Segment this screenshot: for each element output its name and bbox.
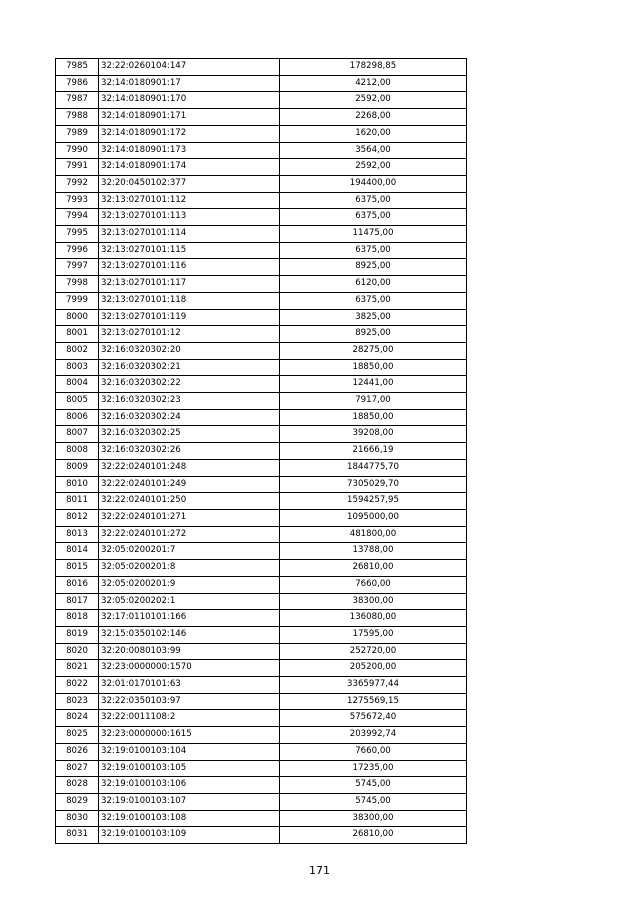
table-row	[56, 292, 467, 309]
value-cell: 17235,00	[280, 760, 467, 777]
row-number-cell: 7997	[56, 259, 99, 276]
cadastral-number-cell: 32:19:0100103:108	[99, 810, 280, 827]
table-row	[56, 677, 467, 694]
row-number-cell: 8018	[56, 610, 99, 627]
cadastral-number-cell: 32:05:0200201:7	[99, 543, 280, 560]
value-cell: 8925,00	[280, 259, 467, 276]
cadastral-number-cell: 32:23:0000000:1615	[99, 727, 280, 744]
cadastral-number-cell: 32:14:0180901:171	[99, 109, 280, 126]
value-cell: 575672,40	[280, 710, 467, 727]
cadastral-number-cell: 32:22:0240101:272	[99, 526, 280, 543]
table-row	[56, 92, 467, 109]
cadastral-number-cell: 32:22:0240101:248	[99, 459, 280, 476]
table-row	[56, 226, 467, 243]
table-row	[56, 593, 467, 610]
row-number-cell: 8019	[56, 626, 99, 643]
page-number: 171	[309, 864, 330, 877]
table-row	[56, 192, 467, 209]
cadastral-number-cell: 32:13:0270101:114	[99, 226, 280, 243]
table-row	[56, 743, 467, 760]
cadastral-number-cell: 32:13:0270101:113	[99, 209, 280, 226]
table-row	[56, 309, 467, 326]
row-number-cell: 7985	[56, 59, 99, 76]
cadastral-number-cell: 32:14:0180901:170	[99, 92, 280, 109]
row-number-cell: 8008	[56, 443, 99, 460]
cadastral-number-cell: 32:19:0100103:109	[99, 827, 280, 844]
cadastral-number-cell: 32:22:0011108:2	[99, 710, 280, 727]
row-number-cell: 8030	[56, 810, 99, 827]
row-number-cell: 8014	[56, 543, 99, 560]
value-cell: 203992,74	[280, 727, 467, 744]
value-cell: 2268,00	[280, 109, 467, 126]
value-cell: 38300,00	[280, 810, 467, 827]
value-cell: 6375,00	[280, 209, 467, 226]
value-cell: 252720,00	[280, 643, 467, 660]
row-number-cell: 8022	[56, 677, 99, 694]
value-cell: 194400,00	[280, 175, 467, 192]
cadastral-number-cell: 32:13:0270101:116	[99, 259, 280, 276]
table-row	[56, 326, 467, 343]
row-number-cell: 8021	[56, 660, 99, 677]
table-row	[56, 526, 467, 543]
table-row	[56, 810, 467, 827]
cadastral-number-cell: 32:16:0320302:26	[99, 443, 280, 460]
cadastral-number-cell: 32:13:0270101:118	[99, 292, 280, 309]
row-number-cell: 7991	[56, 159, 99, 176]
cadastral-number-cell: 32:19:0100103:105	[99, 760, 280, 777]
cadastral-number-cell: 32:19:0100103:104	[99, 743, 280, 760]
cadastral-number-cell: 32:13:0270101:119	[99, 309, 280, 326]
row-number-cell: 7990	[56, 142, 99, 159]
cadastral-number-cell: 32:16:0320302:24	[99, 409, 280, 426]
value-cell: 1095000,00	[280, 509, 467, 526]
value-cell: 6120,00	[280, 276, 467, 293]
row-number-cell: 8004	[56, 376, 99, 393]
table-row	[56, 626, 467, 643]
value-cell: 5745,00	[280, 793, 467, 810]
value-cell: 3365977,44	[280, 677, 467, 694]
value-cell: 6375,00	[280, 292, 467, 309]
cadastral-number-cell: 32:14:0180901:174	[99, 159, 280, 176]
table-row	[56, 693, 467, 710]
table-row	[56, 760, 467, 777]
row-number-cell: 7986	[56, 75, 99, 92]
row-number-cell: 8028	[56, 777, 99, 794]
row-number-cell: 8020	[56, 643, 99, 660]
table-row	[56, 643, 467, 660]
table-row	[56, 560, 467, 577]
value-cell: 17595,00	[280, 626, 467, 643]
cadastral-number-cell: 32:22:0240101:250	[99, 493, 280, 510]
value-cell: 2592,00	[280, 159, 467, 176]
cadastral-number-cell: 32:22:0240101:249	[99, 476, 280, 493]
value-cell: 2592,00	[280, 92, 467, 109]
row-number-cell: 8027	[56, 760, 99, 777]
table-row	[56, 710, 467, 727]
table-row	[56, 342, 467, 359]
row-number-cell: 7992	[56, 175, 99, 192]
cadastral-number-cell: 32:23:0000000:1570	[99, 660, 280, 677]
cadastral-number-cell: 32:19:0100103:107	[99, 793, 280, 810]
row-number-cell: 8017	[56, 593, 99, 610]
cadastral-number-cell: 32:05:0200201:9	[99, 576, 280, 593]
value-cell: 136080,00	[280, 610, 467, 627]
cadastral-number-cell: 32:16:0320302:21	[99, 359, 280, 376]
row-number-cell: 8007	[56, 426, 99, 443]
cadastral-number-cell: 32:17:0110101:166	[99, 610, 280, 627]
cadastral-number-cell: 32:16:0320302:25	[99, 426, 280, 443]
value-cell: 28275,00	[280, 342, 467, 359]
value-cell: 18850,00	[280, 409, 467, 426]
row-number-cell: 7998	[56, 276, 99, 293]
cadastral-number-cell: 32:20:0080103:99	[99, 643, 280, 660]
value-cell: 1620,00	[280, 125, 467, 142]
row-number-cell: 7995	[56, 226, 99, 243]
value-cell: 8925,00	[280, 326, 467, 343]
row-number-cell: 8025	[56, 727, 99, 744]
value-cell: 11475,00	[280, 226, 467, 243]
cadastral-number-cell: 32:13:0270101:117	[99, 276, 280, 293]
value-cell: 21666,19	[280, 443, 467, 460]
cadastral-number-cell: 32:13:0270101:115	[99, 242, 280, 259]
value-cell: 6375,00	[280, 242, 467, 259]
table-row	[56, 727, 467, 744]
table-row	[56, 409, 467, 426]
cadastral-number-cell: 32:13:0270101:112	[99, 192, 280, 209]
row-number-cell: 8011	[56, 493, 99, 510]
value-cell: 39208,00	[280, 426, 467, 443]
table-row	[56, 493, 467, 510]
table-row	[56, 159, 467, 176]
table-row	[56, 142, 467, 159]
table-row	[56, 476, 467, 493]
value-cell: 1594257,95	[280, 493, 467, 510]
row-number-cell: 7989	[56, 125, 99, 142]
row-number-cell: 8015	[56, 560, 99, 577]
value-cell: 178298,85	[280, 59, 467, 76]
value-cell: 1844775,70	[280, 459, 467, 476]
cadastral-number-cell: 32:22:0240101:271	[99, 509, 280, 526]
row-number-cell: 8013	[56, 526, 99, 543]
table-row	[56, 777, 467, 794]
row-number-cell: 8000	[56, 309, 99, 326]
value-cell: 7917,00	[280, 393, 467, 410]
row-number-cell: 8024	[56, 710, 99, 727]
value-cell: 26810,00	[280, 827, 467, 844]
value-cell: 1275569,15	[280, 693, 467, 710]
table-row	[56, 259, 467, 276]
row-number-cell: 8002	[56, 342, 99, 359]
table-row	[56, 459, 467, 476]
value-cell: 205200,00	[280, 660, 467, 677]
row-number-cell: 8031	[56, 827, 99, 844]
cadastral-number-cell: 32:16:0320302:23	[99, 393, 280, 410]
cadastral-number-cell: 32:22:0260104:147	[99, 59, 280, 76]
data-table	[55, 58, 467, 844]
cadastral-number-cell: 32:01:0170101:63	[99, 677, 280, 694]
value-cell: 3564,00	[280, 142, 467, 159]
table-row	[56, 426, 467, 443]
row-number-cell: 8010	[56, 476, 99, 493]
table-row	[56, 209, 467, 226]
table-row	[56, 175, 467, 192]
row-number-cell: 8016	[56, 576, 99, 593]
row-number-cell: 7999	[56, 292, 99, 309]
cadastral-number-cell: 32:19:0100103:106	[99, 777, 280, 794]
cadastral-number-cell: 32:14:0180901:172	[99, 125, 280, 142]
table-row	[56, 75, 467, 92]
table-row	[56, 610, 467, 627]
cadastral-number-cell: 32:05:0200202:1	[99, 593, 280, 610]
row-number-cell: 8006	[56, 409, 99, 426]
value-cell: 481800,00	[280, 526, 467, 543]
table-row	[56, 59, 467, 76]
row-number-cell: 8003	[56, 359, 99, 376]
cadastral-number-cell: 32:20:0450102:377	[99, 175, 280, 192]
row-number-cell: 8026	[56, 743, 99, 760]
value-cell: 7660,00	[280, 576, 467, 593]
cadastral-number-cell: 32:16:0320302:20	[99, 342, 280, 359]
cadastral-number-cell: 32:14:0180901:17	[99, 75, 280, 92]
table-row	[56, 509, 467, 526]
cadastral-number-cell: 32:05:0200201:8	[99, 560, 280, 577]
row-number-cell: 7996	[56, 242, 99, 259]
value-cell: 4212,00	[280, 75, 467, 92]
value-cell: 6375,00	[280, 192, 467, 209]
table-row	[56, 443, 467, 460]
table-row	[56, 359, 467, 376]
cadastral-number-cell: 32:13:0270101:12	[99, 326, 280, 343]
table-row	[56, 109, 467, 126]
table-row	[56, 125, 467, 142]
value-cell: 38300,00	[280, 593, 467, 610]
cadastral-number-cell: 32:14:0180901:173	[99, 142, 280, 159]
table-body	[56, 59, 467, 844]
table-row	[56, 543, 467, 560]
cadastral-number-cell: 32:15:0350102:146	[99, 626, 280, 643]
value-cell: 7305029,70	[280, 476, 467, 493]
row-number-cell: 8023	[56, 693, 99, 710]
row-number-cell: 7994	[56, 209, 99, 226]
row-number-cell: 7988	[56, 109, 99, 126]
value-cell: 13788,00	[280, 543, 467, 560]
table-row	[56, 376, 467, 393]
table-row	[56, 827, 467, 844]
value-cell: 5745,00	[280, 777, 467, 794]
row-number-cell: 8005	[56, 393, 99, 410]
table-row	[56, 276, 467, 293]
table-row	[56, 576, 467, 593]
cadastral-number-cell: 32:22:0350103:97	[99, 693, 280, 710]
value-cell: 26810,00	[280, 560, 467, 577]
value-cell: 12441,00	[280, 376, 467, 393]
row-number-cell: 7987	[56, 92, 99, 109]
row-number-cell: 8009	[56, 459, 99, 476]
table-row	[56, 242, 467, 259]
value-cell: 3825,00	[280, 309, 467, 326]
row-number-cell: 7993	[56, 192, 99, 209]
value-cell: 18850,00	[280, 359, 467, 376]
cadastral-number-cell: 32:16:0320302:22	[99, 376, 280, 393]
row-number-cell: 8029	[56, 793, 99, 810]
value-cell: 7660,00	[280, 743, 467, 760]
row-number-cell: 8012	[56, 509, 99, 526]
row-number-cell: 8001	[56, 326, 99, 343]
table-row	[56, 393, 467, 410]
table-row	[56, 793, 467, 810]
table-row	[56, 660, 467, 677]
